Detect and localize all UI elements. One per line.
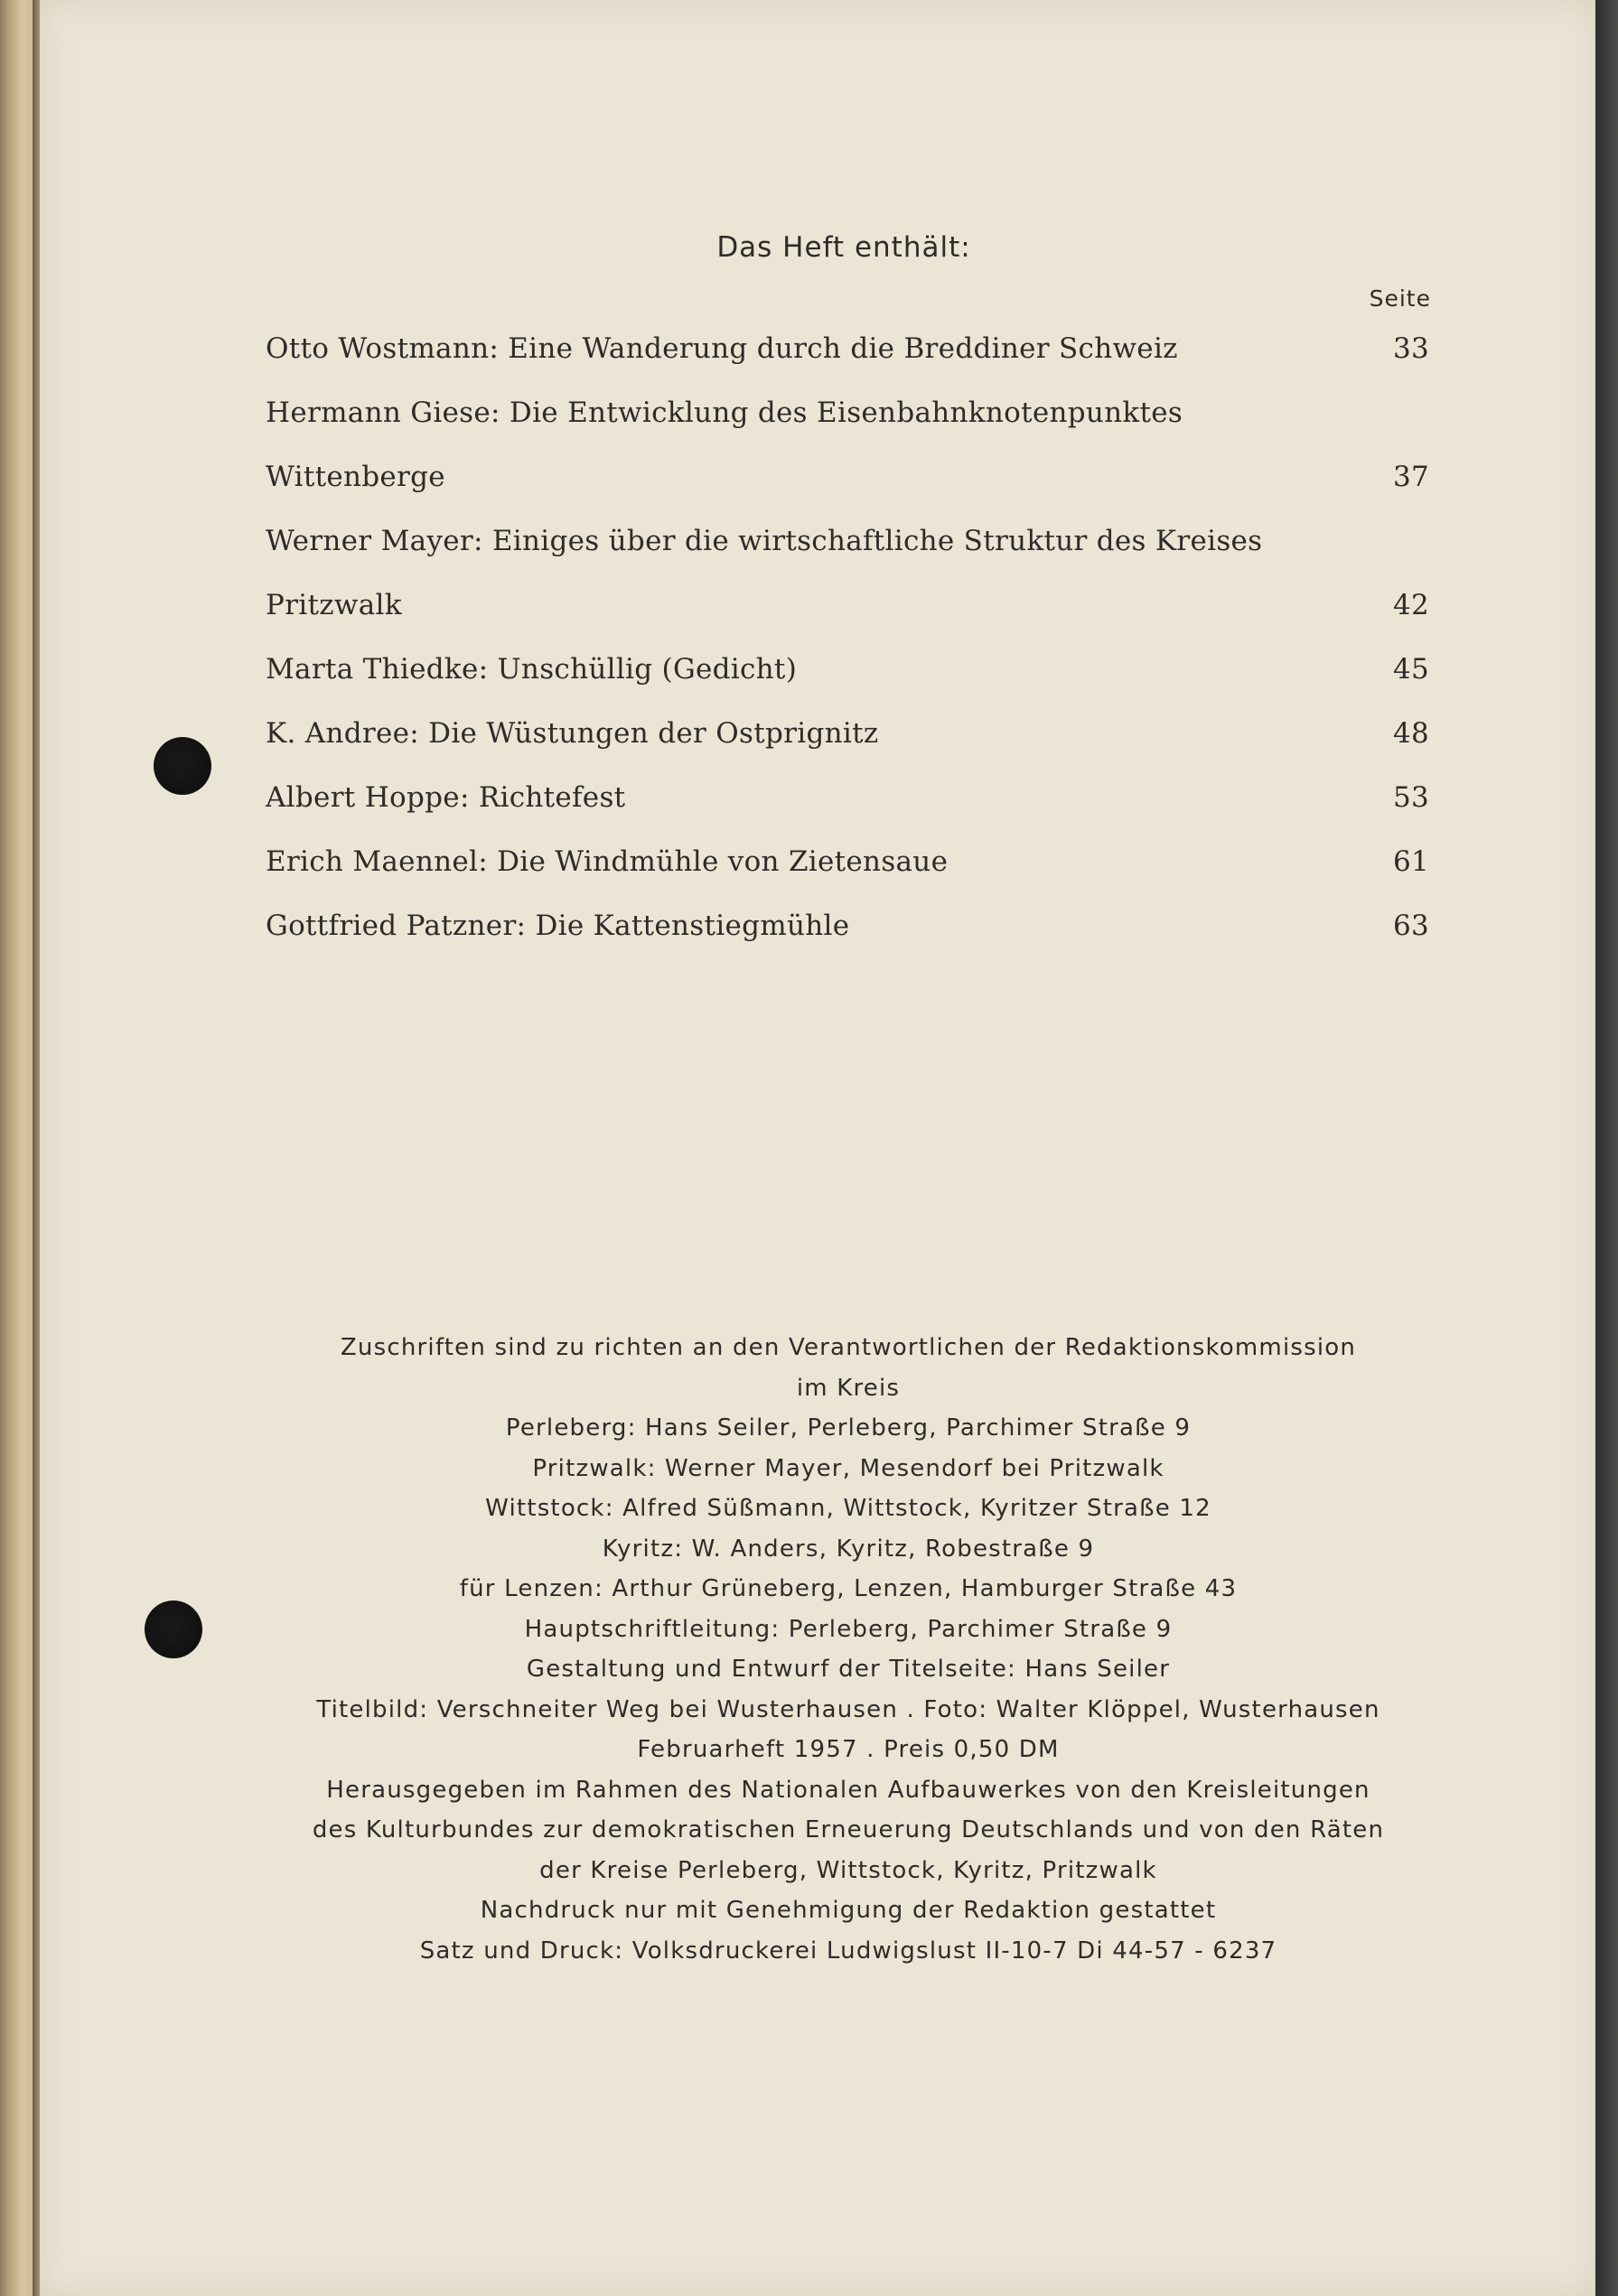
punch-hole-upper [154,737,211,795]
imprint-line: Titelbild: Verschneiter Weg bei Wusterhausen . Foto: Walter Klöppel, Wusterhausen [316,1695,1380,1723]
toc-entry-title: Albert Hoppe: Richtefest [266,781,626,814]
imprint-line: für Lenzen: Arthur Grüneberg, Lenzen, Hamburger Straße 43 [459,1575,1238,1602]
toc-entry-page: 53 [1392,781,1429,814]
toc-line [266,578,1429,642]
toc-entry-title: K. Andree: Die Wüstungen der Ostprignitz [266,717,879,750]
toc-line [266,770,1429,835]
imprint-line: Gestaltung und Entwurf der Titelseite: Hans Seiler [526,1656,1171,1683]
toc-line [266,706,1429,770]
toc-entry-title: Marta Thiedke: Unschüllig (Gedicht) [266,653,798,686]
toc-line [266,322,1429,386]
imprint-line: der Kreise Perleberg, Wittstock, Kyritz, Pritzwalk [539,1856,1157,1884]
toc-entry-page: 45 [1392,653,1429,686]
document-page [40,0,1595,2296]
toc-entry-page: 48 [1392,717,1429,750]
imprint-line: Nachdruck nur mit Genehmigung der Redaktion gestattet [480,1897,1217,1924]
imprint-line: Wittstock: Alfred Süßmann, Wittstock, Kyritzer Straße 12 [485,1495,1211,1522]
imprint-block [257,1328,1440,1971]
binding-shadow [33,0,40,2296]
toc-entry-title: Werner Mayer: Einiges über die wirtschaftliche Struktur des Kreises [266,525,1263,557]
toc-line [266,514,1429,578]
toc-entry-page: 42 [1392,589,1429,621]
toc-line [266,450,1429,514]
imprint-line: Satz und Druck: Volksdruckerei Ludwigslust II-10-7 Di 44-57 - 6237 [419,1937,1277,1965]
toc-line [266,899,1429,963]
imprint-line: im Kreis [796,1374,901,1402]
imprint-line: Februarheft 1957 . Preis 0,50 DM [637,1736,1060,1763]
toc-entry-page: 37 [1392,461,1429,493]
scan-background-edge [1595,0,1618,2296]
toc-entry-page: 61 [1392,845,1429,878]
toc-entry-page: 33 [1392,332,1429,365]
punch-hole-lower [145,1601,202,1658]
toc-entry-page: 63 [1392,910,1429,942]
toc-heading: Das Heft enthält: [716,231,971,264]
book-binding-edge [0,0,36,2296]
page-column-label: Seite [1369,285,1431,312]
toc-entry-title: Wittenberge [266,461,445,493]
imprint-line: Herausgegeben im Rahmen des Nationalen Aufbauwerkes von den Kreisleitungen [326,1776,1370,1804]
imprint-line: des Kulturbundes zur demokratischen Erneuerung Deutschlands und von den Räten [312,1816,1385,1843]
toc-entry-title: Gottfried Patzner: Die Kattenstiegmühle [266,910,850,942]
imprint-line: Zuschriften sind zu richten an den Verantwortlichen der Redaktionskommission [340,1334,1357,1361]
toc-line [266,386,1429,450]
toc-entry-title: Erich Maennel: Die Windmühle von Zietensaue [266,845,949,878]
imprint-line: Pritzwalk: Werner Mayer, Mesendorf bei Pritzwalk [532,1454,1164,1482]
imprint-line: Perleberg: Hans Seiler, Perleberg, Parchimer Straße 9 [505,1414,1192,1442]
toc-line [266,835,1429,899]
toc-entry-title: Otto Wostmann: Eine Wanderung durch die Breddiner Schweiz [266,332,1178,365]
toc-entry-title: Pritzwalk [266,589,402,621]
imprint-line: Kyritz: W. Anders, Kyritz, Robestraße 9 [602,1535,1095,1563]
table-of-contents [266,322,1429,963]
toc-line [266,642,1429,706]
toc-entry-title: Hermann Giese: Die Entwicklung des Eisenbahnknotenpunktes [266,397,1183,429]
imprint-line: Hauptschriftleitung: Perleberg, Parchimer Straße 9 [524,1615,1173,1643]
